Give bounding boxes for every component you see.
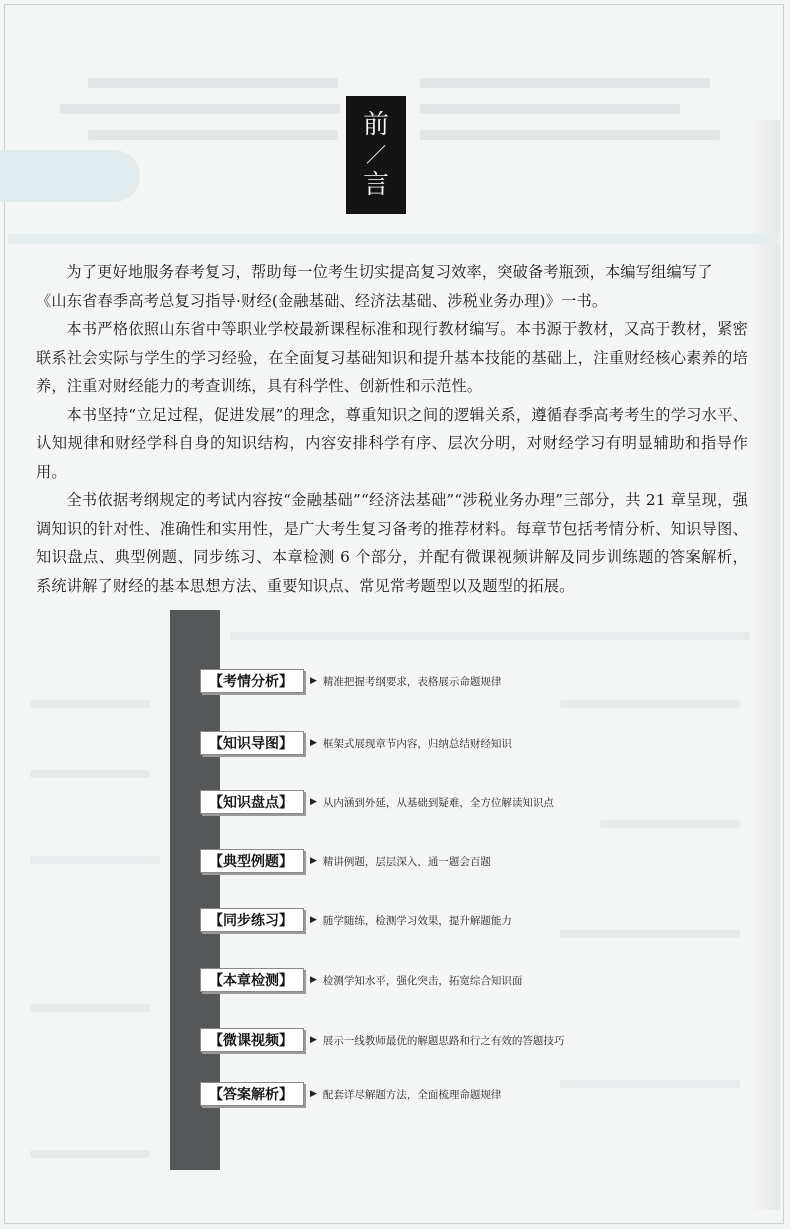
feature-item <box>200 790 554 814</box>
bleed-through-line <box>420 130 720 140</box>
bleed-through-line <box>88 130 338 140</box>
feature-item <box>200 849 491 873</box>
feature-label: 【知识导图】 <box>200 731 304 755</box>
feature-label: 【同步练习】 <box>200 908 304 932</box>
feature-desc: 精准把握考纲要求，表格展示命题规律 <box>322 675 502 688</box>
preface-body <box>36 258 748 600</box>
feature-item <box>200 1028 564 1052</box>
arrow-right-icon: ▶ <box>310 975 317 985</box>
bleed-through-row <box>30 856 160 864</box>
paragraph-4: 全书依据考纲规定的考试内容按“金融基础”“经济法基础”“涉税业务办理”三部分，共 21 章呈现，强调知识的针对性、准确性和实用性，是广大考生复习备考的推荐材料。每章节包括考情分析、知识导图、知识盘点、典型例题、同步练习、本章检测 6 个部分，并配有微课视频讲解及同步训练题的答案解析，系统讲解了财经的基本思想方法、重要知识点、常见常考题型以及题型的拓展。 <box>36 491 748 595</box>
bleed-through-row <box>600 820 740 828</box>
arrow-right-icon: ▶ <box>310 915 317 925</box>
preface-title <box>346 96 406 214</box>
bleed-through-row <box>560 700 740 708</box>
feature-label: 【考情分析】 <box>200 669 304 693</box>
arrow-right-icon: ▶ <box>310 1035 317 1045</box>
bleed-through-row <box>30 1004 150 1012</box>
feature-desc: 检测学知水平，强化突击，拓宽综合知识面 <box>322 974 523 987</box>
bleed-through-line <box>420 78 710 88</box>
bleed-through-line <box>420 104 680 114</box>
arrow-right-icon: ▶ <box>310 797 317 807</box>
feature-item <box>200 731 512 755</box>
bleed-through-row <box>560 930 740 938</box>
paragraph-3: 本书坚持“立足过程，促进发展”的理念，尊重知识之间的逻辑关系，遵循春季高考考生的学习水平、认知规律和财经学科自身的知识结构，内容安排科学有序、层次分明，对财经学习有明显辅助和指导作用。 <box>36 405 748 481</box>
title-char-2: 言 <box>362 170 389 200</box>
feature-desc: 配套详尽解题方法，全面梳理命题规律 <box>322 1088 502 1101</box>
feature-label: 【典型例题】 <box>200 849 304 873</box>
feature-label: 【答案解析】 <box>200 1082 304 1106</box>
feature-item <box>200 669 501 693</box>
feature-item <box>200 1082 501 1106</box>
feature-desc: 从内涵到外延，从基础到疑难，全方位解读知识点 <box>322 796 554 809</box>
feature-label: 【知识盘点】 <box>200 790 304 814</box>
bleed-through-row <box>30 1150 150 1158</box>
arrow-right-icon: ▶ <box>310 856 317 866</box>
title-char-1: 前 <box>362 110 389 140</box>
paragraph-1: 为了更好地服务春考复习，帮助每一位考生切实提高复习效率，突破备考瓶颈，本编写组编写了 <box>66 263 713 281</box>
page-edge-shadow <box>752 120 780 1210</box>
paragraph-2: 本书严格依照山东省中等职业学校最新课程标准和现行教材编写。本书源于教材，又高于教材，紧密联系社会实际与学生的学习经验，在全面复习基础知识和提升基本技能的基础上，注重财经核心素养的培养，注重对财经能力的考查训练，具有科学性、创新性和示范性。 <box>36 320 748 395</box>
arrow-right-icon: ▶ <box>310 738 317 748</box>
bleed-through-line <box>60 104 340 114</box>
feature-desc: 随学随练，检测学习效果，提升解题能力 <box>322 914 512 927</box>
bleed-through-bar <box>8 234 780 244</box>
feature-label: 【本章检测】 <box>200 968 304 992</box>
bleed-through-line <box>88 78 338 88</box>
title-separator: ／ <box>366 143 386 167</box>
feature-label: 【微课视频】 <box>200 1028 304 1052</box>
feature-desc: 框架式展现章节内容，归纳总结财经知识 <box>322 737 512 750</box>
arrow-right-icon: ▶ <box>310 1089 317 1099</box>
bleed-through-row <box>560 1080 740 1088</box>
bleed-through-tag <box>0 150 140 202</box>
feature-item <box>200 908 512 932</box>
feature-item <box>200 968 522 992</box>
bleed-through-row <box>30 700 150 708</box>
arrow-right-icon: ▶ <box>310 676 317 686</box>
feature-desc: 精讲例题，层层深入，通一题会百题 <box>322 855 491 868</box>
feature-desc: 展示一线教师最优的解题思路和行之有效的答题技巧 <box>322 1034 565 1047</box>
paragraph-1-cont: 《山东省春季高考总复习指导·财经(金融基础、经济法基础、涉税业务办理)》一书。 <box>36 291 608 310</box>
bleed-through-row <box>230 632 750 640</box>
bleed-through-row <box>30 770 150 778</box>
